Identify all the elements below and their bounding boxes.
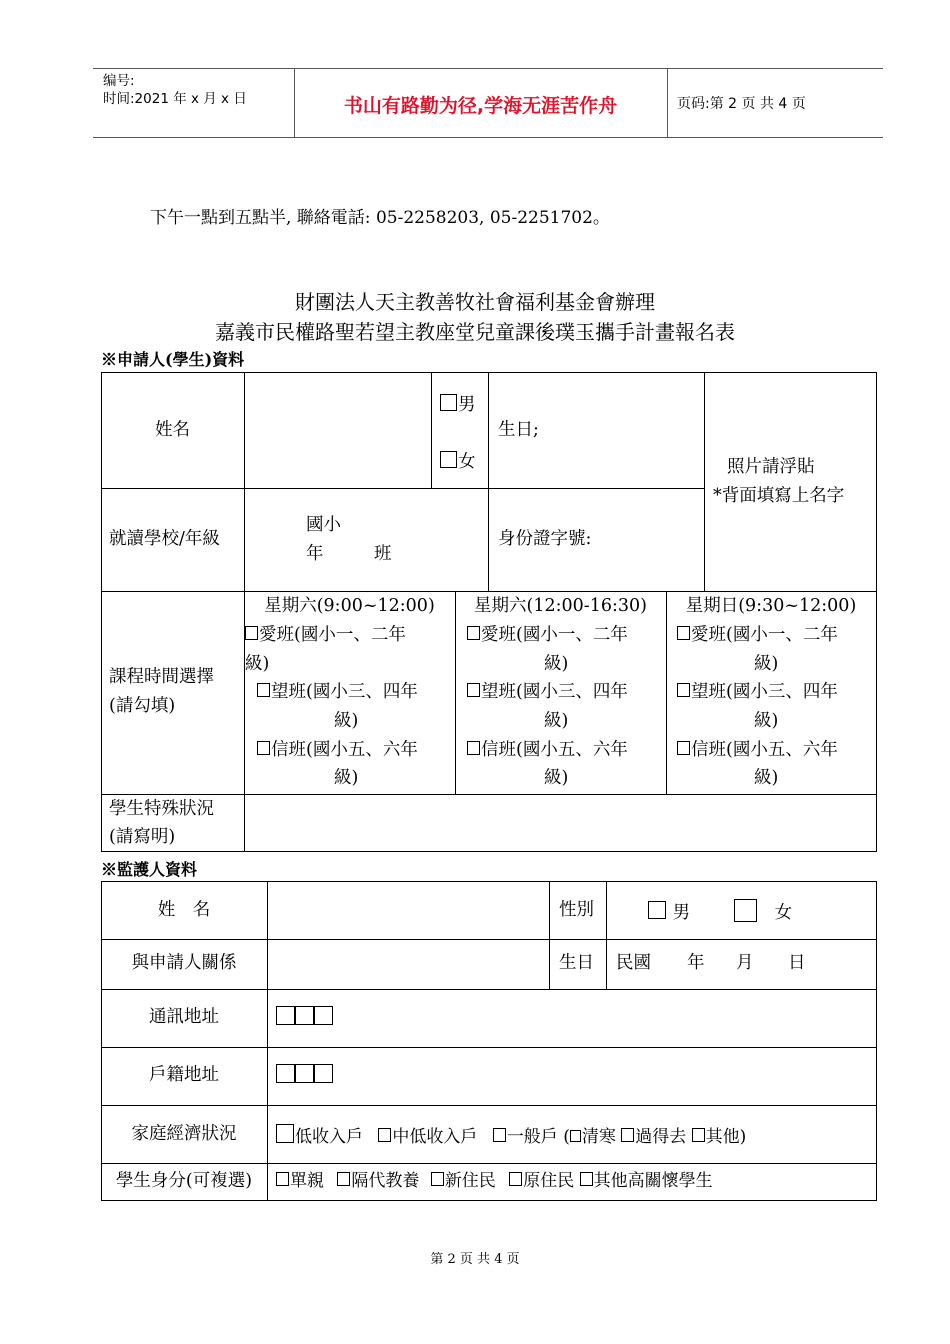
checkbox[interactable] xyxy=(570,1130,581,1142)
checkbox[interactable] xyxy=(431,1172,444,1186)
photo-name-instruction: *背面填寫上名字 xyxy=(713,486,845,506)
number-label: 编号: xyxy=(103,73,135,89)
identity-other-high-care[interactable] xyxy=(580,1171,713,1191)
grid-line xyxy=(101,1200,877,1201)
time-label: 时间:2021 年 x 月 x 日 xyxy=(103,91,247,107)
grid-line xyxy=(101,881,102,1201)
class-label-cont: 級) xyxy=(754,768,779,788)
guardian-name-field[interactable] xyxy=(268,882,548,938)
male-label: 男 xyxy=(672,903,691,923)
class-checkbox[interactable] xyxy=(245,626,258,640)
checkbox[interactable] xyxy=(621,1128,634,1142)
grid-line xyxy=(431,372,432,488)
female-checkbox[interactable] xyxy=(440,451,457,468)
grid-line xyxy=(876,372,877,852)
page-number-label: 页码:第 2 页 共 4 页 xyxy=(677,96,806,112)
guardian-male-option[interactable] xyxy=(648,899,690,928)
checkbox[interactable] xyxy=(493,1128,506,1142)
class-option-love[interactable] xyxy=(245,621,406,650)
checkbox[interactable] xyxy=(276,1172,289,1186)
relation-label: 與申請人關係 xyxy=(131,953,237,973)
grid-line xyxy=(101,1047,877,1048)
postal-digit-box[interactable] xyxy=(295,1064,314,1083)
day-label: 日 xyxy=(788,953,806,973)
class-label: 望班(國小三、四年 xyxy=(271,682,418,702)
class-label: 愛班(國小一、二年 xyxy=(259,625,406,645)
checkbox[interactable] xyxy=(276,1124,294,1143)
grid-line xyxy=(101,372,877,373)
option-label: 新住民 xyxy=(444,1171,496,1191)
month-label: 月 xyxy=(736,953,754,973)
class-label-cont: 級) xyxy=(544,711,569,731)
econ-option-poor[interactable] xyxy=(570,1127,616,1147)
grid-line xyxy=(101,851,877,852)
page-footer: 第 2 页 共 4 页 xyxy=(430,1252,520,1267)
female-label: 女 xyxy=(458,452,476,472)
checkbox[interactable] xyxy=(580,1172,593,1186)
grade-year-label: 年 xyxy=(306,544,324,564)
female-checkbox[interactable] xyxy=(734,899,757,922)
identity-indigenous[interactable] xyxy=(509,1171,574,1191)
class-option-faith[interactable] xyxy=(467,736,628,765)
class-option-hope[interactable] xyxy=(467,678,628,707)
grid-line xyxy=(101,488,705,489)
postal-digit-box[interactable] xyxy=(276,1064,295,1083)
registered-postal-code[interactable] xyxy=(276,1063,333,1092)
option-label: 一般戶 ( xyxy=(506,1127,570,1147)
class-label: 信班(國小五、六年 xyxy=(271,740,418,760)
class-option-hope[interactable] xyxy=(677,678,838,707)
gender-male-option[interactable] xyxy=(440,391,476,420)
photo-instruction: 照片請浮貼 xyxy=(727,457,815,477)
class-checkbox[interactable] xyxy=(677,683,690,697)
class-option-hope[interactable] xyxy=(257,678,418,707)
session-time: 星期日(9:30~12:00) xyxy=(685,596,857,616)
grade-class-label: 班 xyxy=(374,544,392,564)
econ-option-ok[interactable] xyxy=(621,1127,686,1147)
class-label: 愛班(國小一、二年 xyxy=(481,625,628,645)
option-label: 原住民 xyxy=(523,1171,575,1191)
course-selection-hint: (請勾填) xyxy=(109,696,176,716)
option-label: 其他高關懷學生 xyxy=(593,1171,713,1191)
guardian-section-heading: ※監護人資料 xyxy=(101,860,198,879)
course-selection-label: 課程時間選擇 xyxy=(109,667,214,687)
grid-line xyxy=(101,1163,877,1164)
class-checkbox[interactable] xyxy=(257,683,270,697)
option-label: 中低收入戶 xyxy=(392,1127,478,1147)
grid-line xyxy=(549,881,550,989)
econ-option-low-income[interactable] xyxy=(276,1127,363,1147)
class-checkbox[interactable] xyxy=(677,741,690,755)
class-checkbox[interactable] xyxy=(677,626,690,640)
header-motto: 书山有路勤为径,学海无涯苦作舟 xyxy=(343,95,618,117)
postal-digit-box[interactable] xyxy=(276,1006,295,1025)
applicant-section-heading: ※申請人(學生)資料 xyxy=(101,350,245,369)
family-economic-label: 家庭經濟狀況 xyxy=(131,1124,237,1144)
grid-line xyxy=(101,1105,877,1106)
special-status-hint: (請寫明) xyxy=(109,827,176,847)
class-checkbox[interactable] xyxy=(467,626,480,640)
name-label: 姓名 xyxy=(155,420,190,440)
option-label: 清寒 xyxy=(581,1127,616,1147)
class-label: 望班(國小三、四年 xyxy=(481,682,628,702)
grid-line xyxy=(876,881,877,1201)
grid-line xyxy=(704,372,705,591)
option-label: 隔代教養 xyxy=(351,1171,420,1191)
class-option-love[interactable] xyxy=(467,621,628,650)
student-identity-label: 學生身分(可複選) xyxy=(115,1171,253,1191)
econ-option-mid-low-income[interactable] xyxy=(378,1127,477,1147)
gender-female-option[interactable] xyxy=(440,448,476,477)
class-checkbox[interactable] xyxy=(467,741,480,755)
class-label-cont: 級) xyxy=(544,654,569,674)
special-status-label: 學生特殊狀況 xyxy=(109,799,214,819)
guardian-birthday-label: 生日 xyxy=(559,953,594,973)
class-label-cont: 級) xyxy=(544,768,569,788)
class-label: 信班(國小五、六年 xyxy=(691,740,838,760)
class-checkbox[interactable] xyxy=(467,683,480,697)
special-status-field[interactable] xyxy=(245,795,875,850)
school-grade-label: 就讀學校/年級 xyxy=(109,529,220,549)
id-number-label: 身份證字號: xyxy=(498,529,592,549)
mailing-address-label: 通訊地址 xyxy=(149,1007,219,1027)
guardian-female-option[interactable] xyxy=(734,899,792,928)
relation-field[interactable] xyxy=(268,940,548,988)
class-label-cont: 級) xyxy=(754,711,779,731)
econ-option-other[interactable] xyxy=(692,1127,747,1147)
male-checkbox[interactable] xyxy=(440,394,457,411)
economic-options xyxy=(276,1123,746,1152)
option-label: 過得去 xyxy=(635,1127,687,1147)
grid-line xyxy=(455,591,456,794)
class-label: 愛班(國小一、二年 xyxy=(691,625,838,645)
intro-line: 下午一點到五點半, 聯絡電話: 05-2258203, 05-2251702。 xyxy=(150,208,610,228)
roc-label: 民國 xyxy=(616,953,651,973)
male-label: 男 xyxy=(458,395,476,415)
identity-grandparent[interactable] xyxy=(337,1171,419,1191)
grid-line xyxy=(606,881,607,989)
class-checkbox[interactable] xyxy=(257,741,270,755)
option-label: 低收入戶 xyxy=(295,1127,363,1147)
birthday-label: 生日; xyxy=(498,420,539,440)
registered-address-label: 戶籍地址 xyxy=(149,1065,219,1085)
postal-digit-box[interactable] xyxy=(314,1064,333,1083)
class-label-cont: 級) xyxy=(334,768,359,788)
guardian-gender-label: 性別 xyxy=(559,900,594,920)
identity-single-parent[interactable] xyxy=(276,1171,324,1191)
postal-digit-box[interactable] xyxy=(314,1006,333,1025)
class-label: 信班(國小五、六年 xyxy=(481,740,628,760)
checkbox[interactable] xyxy=(692,1128,705,1142)
header-meta xyxy=(103,72,247,108)
option-label: 單親 xyxy=(290,1171,324,1191)
checkbox[interactable] xyxy=(378,1128,391,1142)
form-title-line2: 嘉義市民權路聖若望主教座堂兒童課後璞玉攜手計畫報名表 xyxy=(215,320,735,344)
mailing-postal-code[interactable] xyxy=(276,1005,333,1034)
session-time: 星期六(12:00-16:30) xyxy=(474,596,647,616)
class-option-faith[interactable] xyxy=(257,736,418,765)
class-label-cont: 級) xyxy=(754,654,779,674)
female-label: 女 xyxy=(774,903,793,923)
male-checkbox[interactable] xyxy=(648,901,666,919)
class-label-cont: 級) xyxy=(334,711,359,731)
option-label: 其他) xyxy=(705,1127,747,1147)
class-option-love[interactable] xyxy=(677,621,838,650)
econ-option-general[interactable] xyxy=(493,1127,570,1147)
identity-options xyxy=(276,1167,713,1196)
guardian-name-label: 姓 名 xyxy=(157,900,211,920)
form-title-line1: 財團法人天主教善牧社會福利基金會辦理 xyxy=(295,290,655,314)
checkbox[interactable] xyxy=(337,1172,350,1186)
header-divider xyxy=(667,69,668,137)
elementary-school-label: 國小 xyxy=(306,515,341,535)
page-header xyxy=(93,68,883,138)
grid-line xyxy=(101,989,877,990)
class-label: 望班(國小三、四年 xyxy=(691,682,838,702)
class-option-faith[interactable] xyxy=(677,736,838,765)
grid-line xyxy=(666,591,667,794)
identity-new-resident[interactable] xyxy=(431,1171,496,1191)
postal-digit-box[interactable] xyxy=(295,1006,314,1025)
class-label-cont: 級) xyxy=(245,654,270,674)
checkbox[interactable] xyxy=(509,1172,522,1186)
session-time: 星期六(9:00~12:00) xyxy=(264,596,435,616)
grid-line xyxy=(488,372,489,591)
year-label: 年 xyxy=(687,953,705,973)
